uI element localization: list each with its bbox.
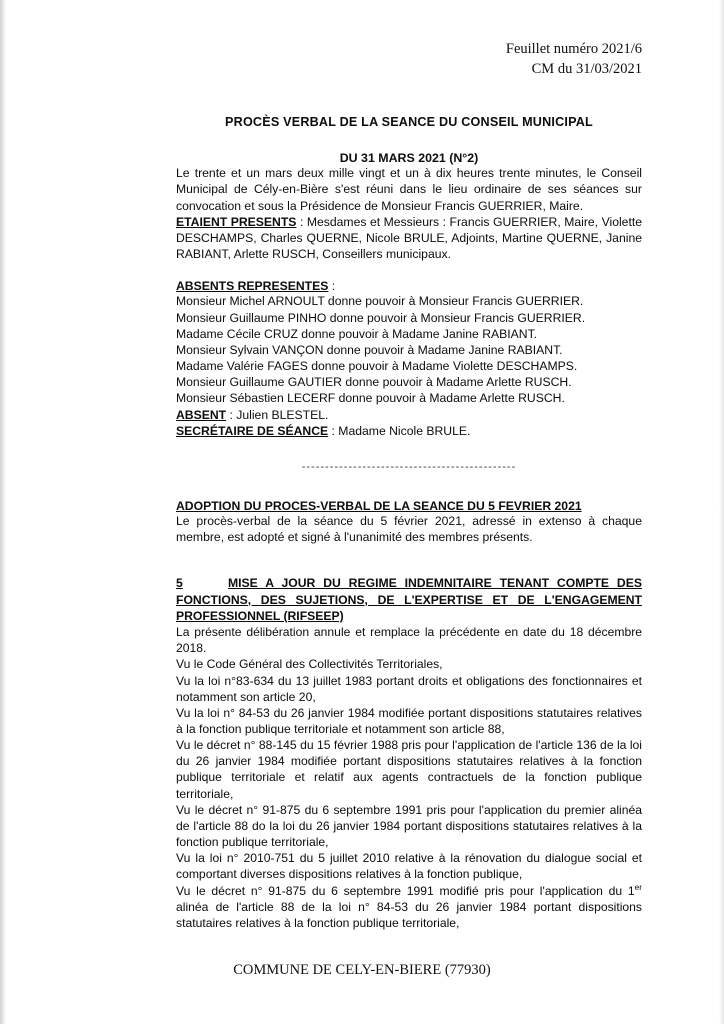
secretary-paragraph xyxy=(176,423,642,439)
represented-suffix: : xyxy=(328,279,336,294)
visa-item: Vu le Code Général des Collectivités Territoriales, xyxy=(176,657,443,672)
adoption-heading: ADOPTION DU PROCES-VERBAL DE LA SEANCE DU 5 FEVRIER 2021 xyxy=(176,498,582,513)
visa-last-part-b: alinéa de l'article 88 de la loi n° 84-53 du 26 janvier 1984 portant dispositions statutaires relatives à la fonction publique territoriale, xyxy=(176,899,642,930)
present-label: ETAIENT PRESENTS xyxy=(176,214,297,229)
list-item: Madame Valérie FAGES donne pouvoir à Madame Violette DESCHAMPS. xyxy=(176,359,578,374)
list-item: Monsieur Michel ARNOULT donne pouvoir à Monsieur Francis GUERRIER. xyxy=(176,294,584,309)
list-item: Monsieur Sébastien LECERF donne pouvoir à Madame Arlette RUSCH. xyxy=(176,391,565,406)
list-item: Monsieur Guillaume GAUTIER donne pouvoir à Madame Arlette RUSCH. xyxy=(176,375,572,390)
visa-last-part-a: Vu le décret n° 91-875 du 6 septembre 1991 modifié pris pour l'application du 1 xyxy=(176,883,635,898)
document-subtitle: DU 31 MARS 2021 (N°2) xyxy=(339,151,479,166)
article-visas xyxy=(176,656,642,931)
document-title: PROCÈS VERBAL DE LA SEANCE DU CONSEIL MUNICIPAL xyxy=(225,115,593,130)
visa-item-last xyxy=(176,883,642,932)
represented-list xyxy=(176,293,642,406)
visa-item: Vu la loi n° 2010-751 du 5 juillet 2010 relative à la rénovation du dialogue social et comportant diverses dispositions relatives à la fonction publique, xyxy=(176,851,642,882)
list-item: Monsieur Sylvain VANÇON donne pouvoir à Madame Janine RABIANT. xyxy=(176,342,563,357)
represented-label: ABSENTS REPRESENTES xyxy=(176,279,329,294)
absent-paragraph xyxy=(176,407,642,423)
secretary-text: : Madame Nicole BRULE. xyxy=(328,423,471,438)
intro-paragraph: Le trente et un mars deux mille vingt et un à dix heures trente minutes, le Conseil Municipal de Cély-en-Bière s'est réuni dans le lieu ordinaire de ses séances sur convocation et sous la Présidence de Monsieur Francis GUERRIER, Maire. xyxy=(176,166,642,213)
article-intro: La présente délibération annule et remplace la précédente en date du 18 décembre 2018. xyxy=(176,625,642,656)
represented-heading xyxy=(176,279,642,293)
list-item: Monsieur Guillaume PINHO donne pouvoir à Monsieur Francis GUERRIER. xyxy=(176,310,586,325)
secretary-label: SECRÉTAIRE DE SÉANCE xyxy=(176,423,329,438)
visa-item: Vu le décret n° 91-875 du 6 septembre 1991 pris pour l'application du premier alinéa de l'article 88 do la loi du 26 janvier 1984 portant dispositions statutaires relatives à la fonction publique territoriale, xyxy=(176,802,642,850)
page-header xyxy=(176,40,642,79)
section-divider: ---------------------------------------------- xyxy=(301,460,517,473)
visa-item: Vu la loi n° 84-53 du 26 janvier 1984 modifiée portant dispositions statutaires relatives à la fonction publique territoriale et notamment son article 88, xyxy=(176,705,642,736)
article-heading-text: MISE A JOUR DU REGIME INDEMNITAIRE TENANT COMPTE DES FONCTIONS, DES SUJETIONS, DE L'EXPERTISE ET DE L'ENGAGEMENT PROFESSIONNEL (RIFSEEP) xyxy=(176,576,642,623)
absent-text: : Julien BLESTEL. xyxy=(226,407,329,422)
present-paragraph xyxy=(176,214,642,263)
adoption-paragraph: Le procès-verbal de la séance du 5 février 2021, adressé in extenso à chaque membre, est adopté et signé à l'unanimité des membres présents. xyxy=(176,513,642,545)
article-heading xyxy=(176,575,642,624)
visa-item: Vu le décret n° 88-145 du 15 février 1988 pris pour l'application de l'article 136 de la loi du 26 janvier 1984 modifiée portant dispositions statutaires relatives à la fonction publique territoriale et relatif aux agents contractuels de la fonction publique territoriale, xyxy=(176,738,642,801)
header-session-date: CM du 31/03/2021 xyxy=(531,60,642,77)
present-text: : Mesdames et Messieurs : Francis GUERRIER, Maire, Violette DESCHAMPS, Charles QUERNE, Nicole BRULE, Adjoints, Martine QUERNE, Janine RABIANT, Arlette RUSCH, Conseillers municipaux. xyxy=(176,214,643,262)
absent-label: ABSENT xyxy=(176,407,227,422)
visa-last-sup: er xyxy=(634,882,642,892)
list-item: Madame Cécile CRUZ donne pouvoir à Madame Janine RABIANT. xyxy=(176,326,538,341)
visa-item: Vu la loi n°83-634 du 13 juillet 1983 portant droits et obligations des fonctionnaires et notamment son article 20, xyxy=(176,673,642,704)
article-number: 5 xyxy=(176,576,183,591)
page-footer: COMMUNE DE CELY-EN-BIERE (77930) xyxy=(233,962,491,978)
represented-section xyxy=(176,279,642,406)
header-feuillet: Feuillet numéro 2021/6 xyxy=(505,41,642,57)
document-content xyxy=(176,40,642,931)
